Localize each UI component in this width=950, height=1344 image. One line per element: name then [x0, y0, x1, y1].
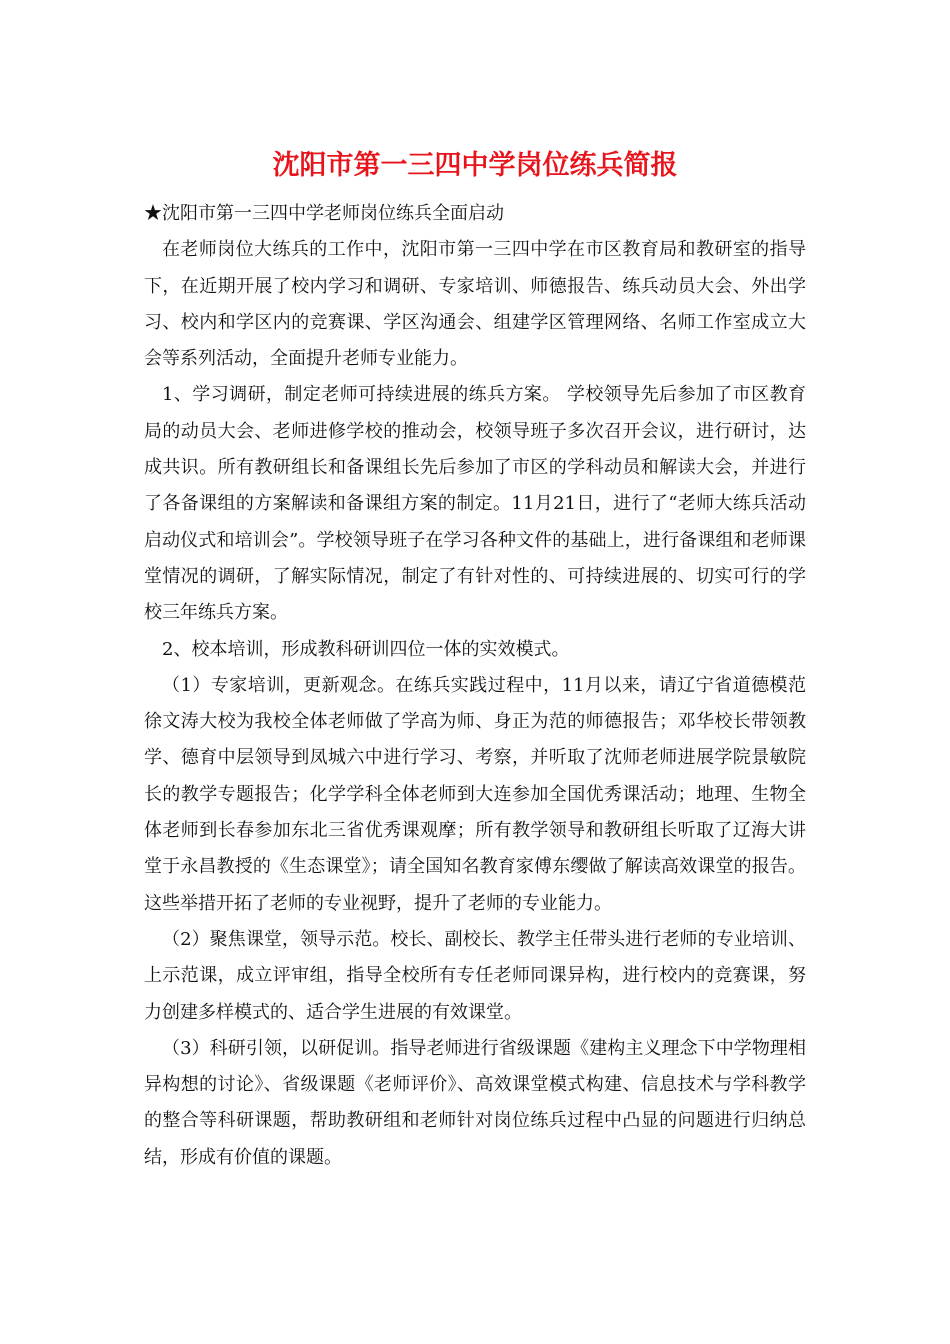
section-1-paragraph: 1、学习调研，制定老师可持续进展的练兵方案。 学校领导先后参加了市区教育局的动员大会、老师进修学校的推动会，校领导班子多次召开会议，进行研讨，达成共识。所有教研组长和备课组长先后参加了市区的学科动员和解读大会，并进行了各备课组的方案解读和备课组方案的制定。11月21日，进行了“老师大练兵活动启动仪式和培训会”。学校领导班子在学习各种文件的基础上，进行备课组和老师课堂情况的调研，了解实际情况，制定了有针对性的、可持续进展的、切实可行的学校三年练兵方案。 [144, 384, 806, 624]
document-title: 沈阳市第一三四中学岗位练兵简报 [272, 150, 678, 181]
subsection-1-paragraph: （1）专家培训，更新观念。在练兵实践过程中，11月以来，请辽宁省道德模范徐文涛大校为我校全体老师做了学高为师、身正为范的师德报告；邓华校长带领教学、德育中层领导到凤城六中进行学习、考察，并听取了沈师老师进展学院景敏院长的教学专题报告；化学学科全体老师到大连参加全国优秀课活动；地理、生物全体老师到长春参加东北三省优秀课观摩；所有教学领导和教研组长听取了辽海大讲堂于永昌教授的《生态课堂》；请全国知名教育家傅东缨做了解读高效课堂的报告。这些举措开拓了老师的专业视野，提升了老师的专业能力。 [144, 674, 806, 914]
subsection-2-paragraph: （2）聚焦课堂，领导示范。校长、副校长、教学主任带头进行老师的专业培训、上示范课，成立评审组，指导全校所有专任老师同课异构，进行校内的竞赛课，努力创建多样模式的、适合学生进展的有效课堂。 [144, 928, 806, 1023]
section-headline: ★沈阳市第一三四中学老师岗位练兵全面启动 [144, 203, 504, 224]
section-2-heading: 2、校本培训，形成教科研训四位一体的实效模式。 [162, 638, 570, 660]
document-body [144, 196, 806, 1176]
intro-paragraph: 在老师岗位大练兵的工作中，沈阳市第一三四中学在市区教育局和教研室的指导下，在近期开展了校内学习和调研、专家培训、师德报告、练兵动员大会、外出学习、校内和学区内的竞赛课、学区沟通会、组建学区管理网络、名师工作室成立大会等系列活动，全面提升老师专业能力。 [144, 239, 806, 370]
subsection-3-paragraph: （3）科研引领，以研促训。指导老师进行省级课题《建构主义理念下中学物理相异构想的讨论》、省级课题《老师评价》、高效课堂模式构建、信息技术与学科教学的整合等科研课题，帮助教研组和老师针对岗位练兵过程中凸显的问题进行归纳总结，形成有价值的课题。 [144, 1037, 806, 1168]
